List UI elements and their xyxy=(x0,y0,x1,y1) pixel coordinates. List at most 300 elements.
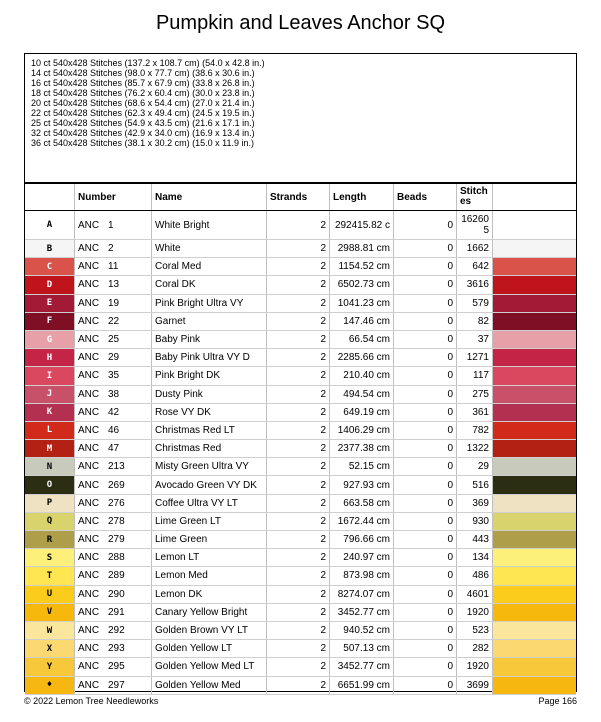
number-cell xyxy=(75,586,152,603)
symbol-cell: P xyxy=(25,495,75,512)
strands-cell: 2 xyxy=(267,586,330,603)
table-row xyxy=(25,386,576,404)
beads-cell: 0 xyxy=(394,258,457,275)
header-name: Name xyxy=(152,184,267,210)
color-swatch xyxy=(493,495,576,512)
floss-number: 47 xyxy=(108,443,120,455)
table-row xyxy=(25,295,576,313)
color-swatch xyxy=(493,240,576,257)
stitches-cell: 369 xyxy=(457,495,493,512)
strands-cell: 2 xyxy=(267,458,330,475)
beads-cell: 0 xyxy=(394,440,457,457)
floss-number: 276 xyxy=(108,497,125,509)
beads-cell: 0 xyxy=(394,458,457,475)
brand-label: ANC xyxy=(78,479,100,491)
number-cell xyxy=(75,331,152,348)
number-cell xyxy=(75,531,152,548)
strands-cell: 2 xyxy=(267,349,330,366)
page-number: Page 166 xyxy=(538,696,577,706)
fabric-size-line: 36 ct 540x428 Stitches (38.1 x 30.2 cm) (15.0 x 11.9 in.) xyxy=(31,138,254,148)
table-row xyxy=(25,313,576,331)
color-swatch xyxy=(493,422,576,439)
symbol-cell: W xyxy=(25,622,75,639)
color-swatch xyxy=(493,211,576,239)
brand-label: ANC xyxy=(78,570,100,582)
length-cell: 1154.52 cm xyxy=(330,258,394,275)
symbol-cell: C xyxy=(25,258,75,275)
stitches-cell: 3616 xyxy=(457,276,493,293)
copyright-text: © 2022 Lemon Tree Needleworks xyxy=(24,696,159,706)
beads-cell: 0 xyxy=(394,567,457,584)
strands-cell: 2 xyxy=(267,386,330,403)
header-beads: Beads xyxy=(394,184,457,210)
name-cell: Lemon Med xyxy=(152,567,267,584)
name-cell: Lemon DK xyxy=(152,586,267,603)
beads-cell: 0 xyxy=(394,313,457,330)
table-row xyxy=(25,513,576,531)
beads-cell: 0 xyxy=(394,476,457,493)
color-swatch xyxy=(493,458,576,475)
floss-number: 2 xyxy=(108,243,114,255)
name-cell: Misty Green Ultra VY xyxy=(152,458,267,475)
number-cell xyxy=(75,495,152,512)
color-swatch xyxy=(493,404,576,421)
table-row xyxy=(25,404,576,422)
symbol-cell: K xyxy=(25,404,75,421)
beads-cell: 0 xyxy=(394,240,457,257)
name-cell: White Bright xyxy=(152,211,267,239)
strands-cell: 2 xyxy=(267,211,330,239)
length-cell: 3452.77 cm xyxy=(330,604,394,621)
beads-cell: 0 xyxy=(394,295,457,312)
number-cell xyxy=(75,677,152,694)
length-cell: 507.13 cm xyxy=(330,640,394,657)
beads-cell: 0 xyxy=(394,549,457,566)
color-swatch xyxy=(493,476,576,493)
name-cell: Lemon LT xyxy=(152,549,267,566)
beads-cell: 0 xyxy=(394,586,457,603)
floss-number: 269 xyxy=(108,479,125,491)
number-cell xyxy=(75,295,152,312)
color-swatch xyxy=(493,313,576,330)
symbol-cell: T xyxy=(25,567,75,584)
number-cell xyxy=(75,640,152,657)
number-cell xyxy=(75,440,152,457)
floss-number: 1 xyxy=(108,219,114,231)
color-swatch xyxy=(493,349,576,366)
length-cell: 2285.66 cm xyxy=(330,349,394,366)
table-row xyxy=(25,586,576,604)
color-swatch xyxy=(493,604,576,621)
length-cell: 6502.73 cm xyxy=(330,276,394,293)
name-cell: Canary Yellow Bright xyxy=(152,604,267,621)
length-cell: 292415.82 c xyxy=(330,211,394,239)
stitches-cell: 117 xyxy=(457,367,493,384)
strands-cell: 2 xyxy=(267,313,330,330)
stitches-cell: 134 xyxy=(457,549,493,566)
strands-cell: 2 xyxy=(267,622,330,639)
strands-cell: 2 xyxy=(267,276,330,293)
strands-cell: 2 xyxy=(267,422,330,439)
symbol-cell: O xyxy=(25,476,75,493)
brand-label: ANC xyxy=(78,643,100,655)
number-cell xyxy=(75,604,152,621)
beads-cell: 0 xyxy=(394,331,457,348)
number-cell xyxy=(75,240,152,257)
brand-label: ANC xyxy=(78,370,100,382)
name-cell: Christmas Red xyxy=(152,440,267,457)
number-cell xyxy=(75,622,152,639)
fabric-size-line: 18 ct 540x428 Stitches (76.2 x 60.4 cm) (30.0 x 23.8 in.) xyxy=(31,88,255,98)
symbol-cell: H xyxy=(25,349,75,366)
table-row xyxy=(25,677,576,695)
floss-number: 42 xyxy=(108,406,120,418)
length-cell: 52.15 cm xyxy=(330,458,394,475)
table-row xyxy=(25,476,576,494)
fabric-size-line: 20 ct 540x428 Stitches (68.6 x 54.4 cm) (27.0 x 21.4 in.) xyxy=(31,98,255,108)
color-swatch xyxy=(493,258,576,275)
color-swatch xyxy=(493,622,576,639)
table-header-row xyxy=(25,184,576,211)
strands-cell: 2 xyxy=(267,295,330,312)
symbol-cell: X xyxy=(25,640,75,657)
floss-table xyxy=(24,183,577,692)
number-cell xyxy=(75,422,152,439)
table-row xyxy=(25,604,576,622)
length-cell: 2377.38 cm xyxy=(330,440,394,457)
symbol-cell: V xyxy=(25,604,75,621)
strands-cell: 2 xyxy=(267,404,330,421)
name-cell: Christmas Red LT xyxy=(152,422,267,439)
strands-cell: 2 xyxy=(267,549,330,566)
symbol-cell: Y xyxy=(25,658,75,675)
table-row xyxy=(25,367,576,385)
length-cell: 1672.44 cm xyxy=(330,513,394,530)
name-cell: Pink Bright Ultra VY xyxy=(152,295,267,312)
floss-number: 288 xyxy=(108,552,125,564)
strands-cell: 2 xyxy=(267,440,330,457)
fabric-size-line: 22 ct 540x428 Stitches (62.3 x 49.4 cm) (24.5 x 19.5 in.) xyxy=(31,108,255,118)
name-cell: Coffee Ultra VY LT xyxy=(152,495,267,512)
name-cell: Coral Med xyxy=(152,258,267,275)
name-cell: Coral DK xyxy=(152,276,267,293)
number-cell xyxy=(75,349,152,366)
name-cell: Avocado Green VY DK xyxy=(152,476,267,493)
symbol-cell: S xyxy=(25,549,75,566)
name-cell: Golden Brown VY LT xyxy=(152,622,267,639)
length-cell: 796.66 cm xyxy=(330,531,394,548)
length-cell: 927.93 cm xyxy=(330,476,394,493)
number-cell xyxy=(75,276,152,293)
header-stitches: Stitch es xyxy=(457,184,493,210)
stitches-cell: 579 xyxy=(457,295,493,312)
table-row xyxy=(25,331,576,349)
color-swatch xyxy=(493,677,576,694)
name-cell: Golden Yellow Med xyxy=(152,677,267,694)
color-swatch xyxy=(493,295,576,312)
length-cell: 2988.81 cm xyxy=(330,240,394,257)
brand-label: ANC xyxy=(78,625,100,637)
brand-label: ANC xyxy=(78,315,100,327)
table-row xyxy=(25,567,576,585)
brand-label: ANC xyxy=(78,534,100,546)
floss-number: 291 xyxy=(108,606,125,618)
strands-cell: 2 xyxy=(267,604,330,621)
number-cell xyxy=(75,458,152,475)
name-cell: Lime Green xyxy=(152,531,267,548)
color-swatch xyxy=(493,567,576,584)
number-cell xyxy=(75,658,152,675)
strands-cell: 2 xyxy=(267,658,330,675)
stitches-cell: 282 xyxy=(457,640,493,657)
strands-cell: 2 xyxy=(267,567,330,584)
symbol-cell: D xyxy=(25,276,75,293)
strands-cell: 2 xyxy=(267,367,330,384)
header-length: Length xyxy=(330,184,394,210)
length-cell: 147.46 cm xyxy=(330,313,394,330)
stitches-cell: 523 xyxy=(457,622,493,639)
header-strands: Strands xyxy=(267,184,330,210)
number-cell xyxy=(75,211,152,239)
brand-label: ANC xyxy=(78,297,100,309)
table-row xyxy=(25,622,576,640)
symbol-cell: B xyxy=(25,240,75,257)
number-cell xyxy=(75,386,152,403)
stitches-cell: 486 xyxy=(457,567,493,584)
table-row xyxy=(25,258,576,276)
symbol-cell: G xyxy=(25,331,75,348)
fabric-size-line: 14 ct 540x428 Stitches (98.0 x 77.7 cm) (38.6 x 30.6 in.) xyxy=(31,68,255,78)
brand-label: ANC xyxy=(78,461,100,473)
name-cell: Lime Green LT xyxy=(152,513,267,530)
name-cell: Golden Yellow Med LT xyxy=(152,658,267,675)
floss-number: 278 xyxy=(108,515,125,527)
strands-cell: 2 xyxy=(267,240,330,257)
color-swatch xyxy=(493,331,576,348)
table-row xyxy=(25,549,576,567)
table-row xyxy=(25,458,576,476)
brand-label: ANC xyxy=(78,261,100,273)
floss-number: 29 xyxy=(108,352,120,364)
beads-cell: 0 xyxy=(394,349,457,366)
floss-number: 293 xyxy=(108,643,125,655)
symbol-cell: F xyxy=(25,313,75,330)
header-symbol xyxy=(25,184,75,210)
number-cell xyxy=(75,513,152,530)
brand-label: ANC xyxy=(78,606,100,618)
beads-cell: 0 xyxy=(394,495,457,512)
symbol-cell: N xyxy=(25,458,75,475)
floss-number: 19 xyxy=(108,297,120,309)
strands-cell: 2 xyxy=(267,495,330,512)
brand-label: ANC xyxy=(78,515,100,527)
floss-number: 13 xyxy=(108,279,120,291)
name-cell: Pink Bright DK xyxy=(152,367,267,384)
stitches-cell: 37 xyxy=(457,331,493,348)
name-cell: Garnet xyxy=(152,313,267,330)
brand-label: ANC xyxy=(78,588,100,600)
floss-number: 290 xyxy=(108,588,125,600)
beads-cell: 0 xyxy=(394,677,457,694)
stitches-cell: 1920 xyxy=(457,604,493,621)
name-cell: Dusty Pink xyxy=(152,386,267,403)
beads-cell: 0 xyxy=(394,404,457,421)
floss-number: 289 xyxy=(108,570,125,582)
strands-cell: 2 xyxy=(267,513,330,530)
table-row xyxy=(25,211,576,240)
stitches-cell: 1271 xyxy=(457,349,493,366)
stitches-cell: 516 xyxy=(457,476,493,493)
brand-label: ANC xyxy=(78,243,100,255)
name-cell: Golden Yellow LT xyxy=(152,640,267,657)
fabric-sizes-box xyxy=(24,53,577,183)
stitches-cell: 930 xyxy=(457,513,493,530)
color-swatch xyxy=(493,276,576,293)
floss-number: 279 xyxy=(108,534,125,546)
symbol-cell: L xyxy=(25,422,75,439)
brand-label: ANC xyxy=(78,279,100,291)
brand-label: ANC xyxy=(78,424,100,436)
beads-cell: 0 xyxy=(394,531,457,548)
strands-cell: 2 xyxy=(267,476,330,493)
stitches-cell: 4601 xyxy=(457,586,493,603)
fabric-size-line: 10 ct 540x428 Stitches (137.2 x 108.7 cm) (54.0 x 42.8 in.) xyxy=(31,58,265,68)
beads-cell: 0 xyxy=(394,211,457,239)
length-cell: 649.19 cm xyxy=(330,404,394,421)
fabric-size-line: 25 ct 540x428 Stitches (54.9 x 43.5 cm) (21.6 x 17.1 in.) xyxy=(31,118,255,128)
number-cell xyxy=(75,404,152,421)
table-row xyxy=(25,495,576,513)
table-row xyxy=(25,440,576,458)
length-cell: 8274.07 cm xyxy=(330,586,394,603)
beads-cell: 0 xyxy=(394,604,457,621)
table-row xyxy=(25,240,576,258)
stitches-cell: 29 xyxy=(457,458,493,475)
color-swatch xyxy=(493,386,576,403)
color-swatch xyxy=(493,531,576,548)
length-cell: 3452.77 cm xyxy=(330,658,394,675)
stitches-cell: 1662 xyxy=(457,240,493,257)
table-row xyxy=(25,276,576,294)
strands-cell: 2 xyxy=(267,640,330,657)
length-cell: 210.40 cm xyxy=(330,367,394,384)
header-number: Number xyxy=(75,184,152,210)
fabric-size-line: 16 ct 540x428 Stitches (85.7 x 67.9 cm) (33.8 x 26.8 in.) xyxy=(31,78,255,88)
floss-number: 213 xyxy=(108,461,125,473)
number-cell xyxy=(75,313,152,330)
symbol-cell: A xyxy=(25,211,75,239)
symbol-cell: R xyxy=(25,531,75,548)
stitches-cell: 1920 xyxy=(457,658,493,675)
length-cell: 494.54 cm xyxy=(330,386,394,403)
stitches-cell: 82 xyxy=(457,313,493,330)
stitches-cell: 443 xyxy=(457,531,493,548)
table-row xyxy=(25,422,576,440)
color-swatch xyxy=(493,658,576,675)
brand-label: ANC xyxy=(78,406,100,418)
fabric-size-line: 32 ct 540x428 Stitches (42.9 x 34.0 cm) (16.9 x 13.4 in.) xyxy=(31,128,255,138)
length-cell: 1406.29 cm xyxy=(330,422,394,439)
brand-label: ANC xyxy=(78,219,100,231)
beads-cell: 0 xyxy=(394,622,457,639)
symbol-cell: J xyxy=(25,386,75,403)
table-body xyxy=(25,211,576,695)
length-cell: 940.52 cm xyxy=(330,622,394,639)
brand-label: ANC xyxy=(78,497,100,509)
number-cell xyxy=(75,258,152,275)
number-cell xyxy=(75,476,152,493)
stitches-cell: 361 xyxy=(457,404,493,421)
color-swatch xyxy=(493,367,576,384)
symbol-cell: ♦ xyxy=(25,677,75,694)
length-cell: 6651.99 cm xyxy=(330,677,394,694)
header-swatch xyxy=(493,184,576,210)
beads-cell: 0 xyxy=(394,386,457,403)
floss-number: 11 xyxy=(108,261,119,273)
strands-cell: 2 xyxy=(267,531,330,548)
floss-number: 46 xyxy=(108,424,120,436)
color-swatch xyxy=(493,513,576,530)
brand-label: ANC xyxy=(78,388,100,400)
floss-number: 295 xyxy=(108,661,125,673)
color-swatch xyxy=(493,549,576,566)
number-cell xyxy=(75,367,152,384)
symbol-cell: I xyxy=(25,367,75,384)
length-cell: 1041.23 cm xyxy=(330,295,394,312)
table-row xyxy=(25,658,576,676)
color-swatch xyxy=(493,640,576,657)
strands-cell: 2 xyxy=(267,677,330,694)
color-swatch xyxy=(493,440,576,457)
page-title: Pumpkin and Leaves Anchor SQ xyxy=(155,12,446,34)
beads-cell: 0 xyxy=(394,367,457,384)
stitches-cell: 275 xyxy=(457,386,493,403)
stitches-cell: 1322 xyxy=(457,440,493,457)
floss-number: 297 xyxy=(108,679,125,691)
floss-number: 22 xyxy=(108,315,120,327)
stitches-cell: 3699 xyxy=(457,677,493,694)
table-row xyxy=(25,349,576,367)
name-cell: Baby Pink Ultra VY D xyxy=(152,349,267,366)
beads-cell: 0 xyxy=(394,640,457,657)
floss-number: 25 xyxy=(108,334,120,346)
brand-label: ANC xyxy=(78,352,100,364)
brand-label: ANC xyxy=(78,661,100,673)
symbol-cell: Q xyxy=(25,513,75,530)
page-footer xyxy=(24,696,577,706)
table-row xyxy=(25,640,576,658)
length-cell: 66.54 cm xyxy=(330,331,394,348)
floss-number: 292 xyxy=(108,625,125,637)
brand-label: ANC xyxy=(78,552,100,564)
length-cell: 873.98 cm xyxy=(330,567,394,584)
beads-cell: 0 xyxy=(394,422,457,439)
strands-cell: 2 xyxy=(267,331,330,348)
beads-cell: 0 xyxy=(394,658,457,675)
beads-cell: 0 xyxy=(394,513,457,530)
floss-number: 35 xyxy=(108,370,120,382)
number-cell xyxy=(75,567,152,584)
symbol-cell: E xyxy=(25,295,75,312)
strands-cell: 2 xyxy=(267,258,330,275)
stitches-cell: 642 xyxy=(457,258,493,275)
brand-label: ANC xyxy=(78,334,100,346)
symbol-cell: U xyxy=(25,586,75,603)
brand-label: ANC xyxy=(78,679,100,691)
beads-cell: 0 xyxy=(394,276,457,293)
brand-label: ANC xyxy=(78,443,100,455)
stitches-cell: 16260 5 xyxy=(457,211,493,239)
